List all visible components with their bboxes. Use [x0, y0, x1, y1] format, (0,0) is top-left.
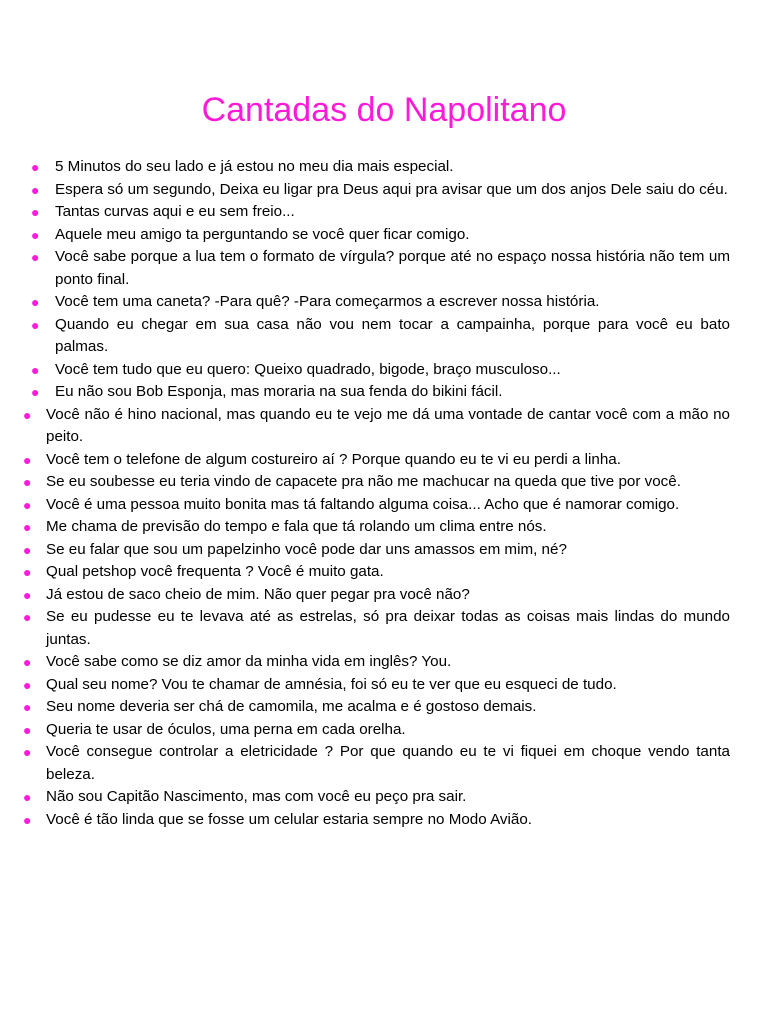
- bullet-icon: ●: [23, 699, 32, 715]
- list-item: [23, 786, 730, 809]
- bullet-icon: ●: [31, 361, 40, 378]
- list-item-text: Qual seu nome? Vou te chamar de amnésia, foi só eu te ver que eu esqueci de tudo.: [46, 675, 617, 693]
- list-item-text: Você sabe porque a lua tem o formato de vírgula? porque até no espaço nossa história não tem um ponto final.: [55, 248, 730, 288]
- list-item-text: Já estou de saco cheio de mim. Não quer pegar pra você não?: [46, 585, 470, 603]
- bullet-icon: ●: [31, 294, 40, 310]
- list-item-text: Se eu falar que sou um papelzinho você pode dar uns amassos em mim, né?: [46, 540, 567, 558]
- bullet-icon: ●: [23, 406, 32, 423]
- list-item-text: Você consegue controlar a eletricidade ? Por que quando eu te vi fiquei em choque vendo tanta beleza.: [46, 743, 730, 783]
- list-item-text: Você não é hino nacional, mas quando eu te vejo me dá uma vontade de cantar você com a mão no peito.: [46, 405, 730, 445]
- list-item: [31, 179, 730, 202]
- bullet-icon: ●: [31, 316, 40, 333]
- list-item: [23, 539, 730, 562]
- list-item-text: Espera só um segundo, Deixa eu ligar pra Deus aqui pra avisar que um dos anjos Dele saiu do céu.: [55, 180, 728, 198]
- list-item: [23, 674, 730, 697]
- list-item: [23, 584, 730, 607]
- list-item-text: Quando eu chegar em sua casa não vou nem tocar a campainha, porque para você eu bato palmas.: [55, 315, 730, 355]
- bullet-icon: ●: [31, 226, 40, 243]
- list-item: [23, 809, 730, 832]
- bullet-icon: ●: [23, 541, 32, 558]
- list-item: [23, 606, 730, 651]
- list-item-text: Se eu pudesse eu te levava até as estrelas, só pra deixar todas as coisas mais lindas do mundo juntas.: [46, 608, 730, 648]
- bullet-icon: ●: [31, 249, 40, 265]
- list-item-text: Você é tão linda que se fosse um celular estaria sempre no Modo Avião.: [46, 810, 533, 828]
- list-item-text: Eu não sou Bob Esponja, mas moraria na sua fenda do bikini fácil.: [55, 383, 503, 400]
- list-item: [31, 291, 730, 314]
- list-item: [23, 719, 730, 742]
- list-item-text: 5 Minutos do seu lado e já estou no meu dia mais especial.: [55, 158, 454, 175]
- list-item-text: Queria te usar de óculos, uma perna em cada orelha.: [46, 720, 406, 738]
- bullet-icon: ●: [23, 811, 32, 828]
- list-item: [23, 651, 730, 674]
- list-item-text: Me chama de previsão do tempo e fala que tá rolando um clima entre nós.: [46, 518, 547, 535]
- bullet-icon: ●: [23, 654, 32, 670]
- list-item: [23, 516, 730, 539]
- list-item: [23, 561, 730, 584]
- pickup-lines-list: [0, 156, 768, 831]
- list-item: [31, 246, 730, 291]
- list-item-text: Você sabe como se diz amor da minha vida em inglês? You.: [46, 653, 452, 670]
- list-item-text: Você é uma pessoa muito bonita mas tá faltando alguma coisa... Acho que é namorar comigo.: [46, 495, 680, 513]
- list-item-text: Tantas curvas aqui e eu sem freio...: [55, 203, 295, 220]
- bullet-icon: ●: [23, 676, 32, 693]
- list-item-text: Você tem uma caneta? -Para quê? -Para começarmos a escrever nossa história.: [55, 293, 600, 310]
- list-item: [23, 404, 730, 449]
- list-item-text: Você tem tudo que eu quero: Queixo quadrado, bigode, braço musculoso...: [55, 360, 561, 378]
- list-item: [23, 471, 730, 494]
- list-item-text: Se eu soubesse eu teria vindo de capacete pra não me machucar na queda que tive por você.: [46, 473, 681, 490]
- list-item: [23, 449, 730, 472]
- list-item: [31, 314, 730, 359]
- bullet-icon: ●: [23, 451, 32, 468]
- bullet-icon: ●: [31, 384, 40, 400]
- list-item: [31, 156, 730, 179]
- list-item-text: Não sou Capitão Nascimento, mas com você eu peço pra sair.: [46, 788, 467, 805]
- bullet-icon: ●: [23, 564, 32, 580]
- bullet-icon: ●: [23, 744, 32, 760]
- list-item: [31, 201, 730, 224]
- list-item-text: Seu nome deveria ser chá de camomila, me acalma e é gostoso demais.: [46, 698, 537, 715]
- bullet-icon: ●: [23, 789, 32, 805]
- bullet-icon: ●: [23, 496, 32, 513]
- bullet-icon: ●: [23, 721, 32, 738]
- list-item: [31, 224, 730, 247]
- list-item-text: Aquele meu amigo ta perguntando se você quer ficar comigo.: [55, 225, 470, 243]
- list-item: [23, 741, 730, 786]
- bullet-icon: ●: [23, 519, 32, 535]
- bullet-icon: ●: [31, 159, 40, 175]
- bullet-icon: ●: [23, 586, 32, 603]
- list-item: [31, 381, 730, 404]
- bullet-icon: ●: [23, 474, 32, 490]
- list-item: [23, 696, 730, 719]
- bullet-icon: ●: [31, 204, 40, 220]
- bullet-icon: ●: [23, 609, 32, 625]
- page-title: Cantadas do Napolitano: [201, 91, 567, 129]
- list-item-text: Você tem o telefone de algum costureiro aí ? Porque quando eu te vi eu perdi a linha.: [46, 450, 621, 468]
- list-item: [31, 359, 730, 382]
- bullet-icon: ●: [31, 181, 40, 198]
- list-item: [23, 494, 730, 517]
- list-item-text: Qual petshop você frequenta ? Você é muito gata.: [46, 563, 384, 580]
